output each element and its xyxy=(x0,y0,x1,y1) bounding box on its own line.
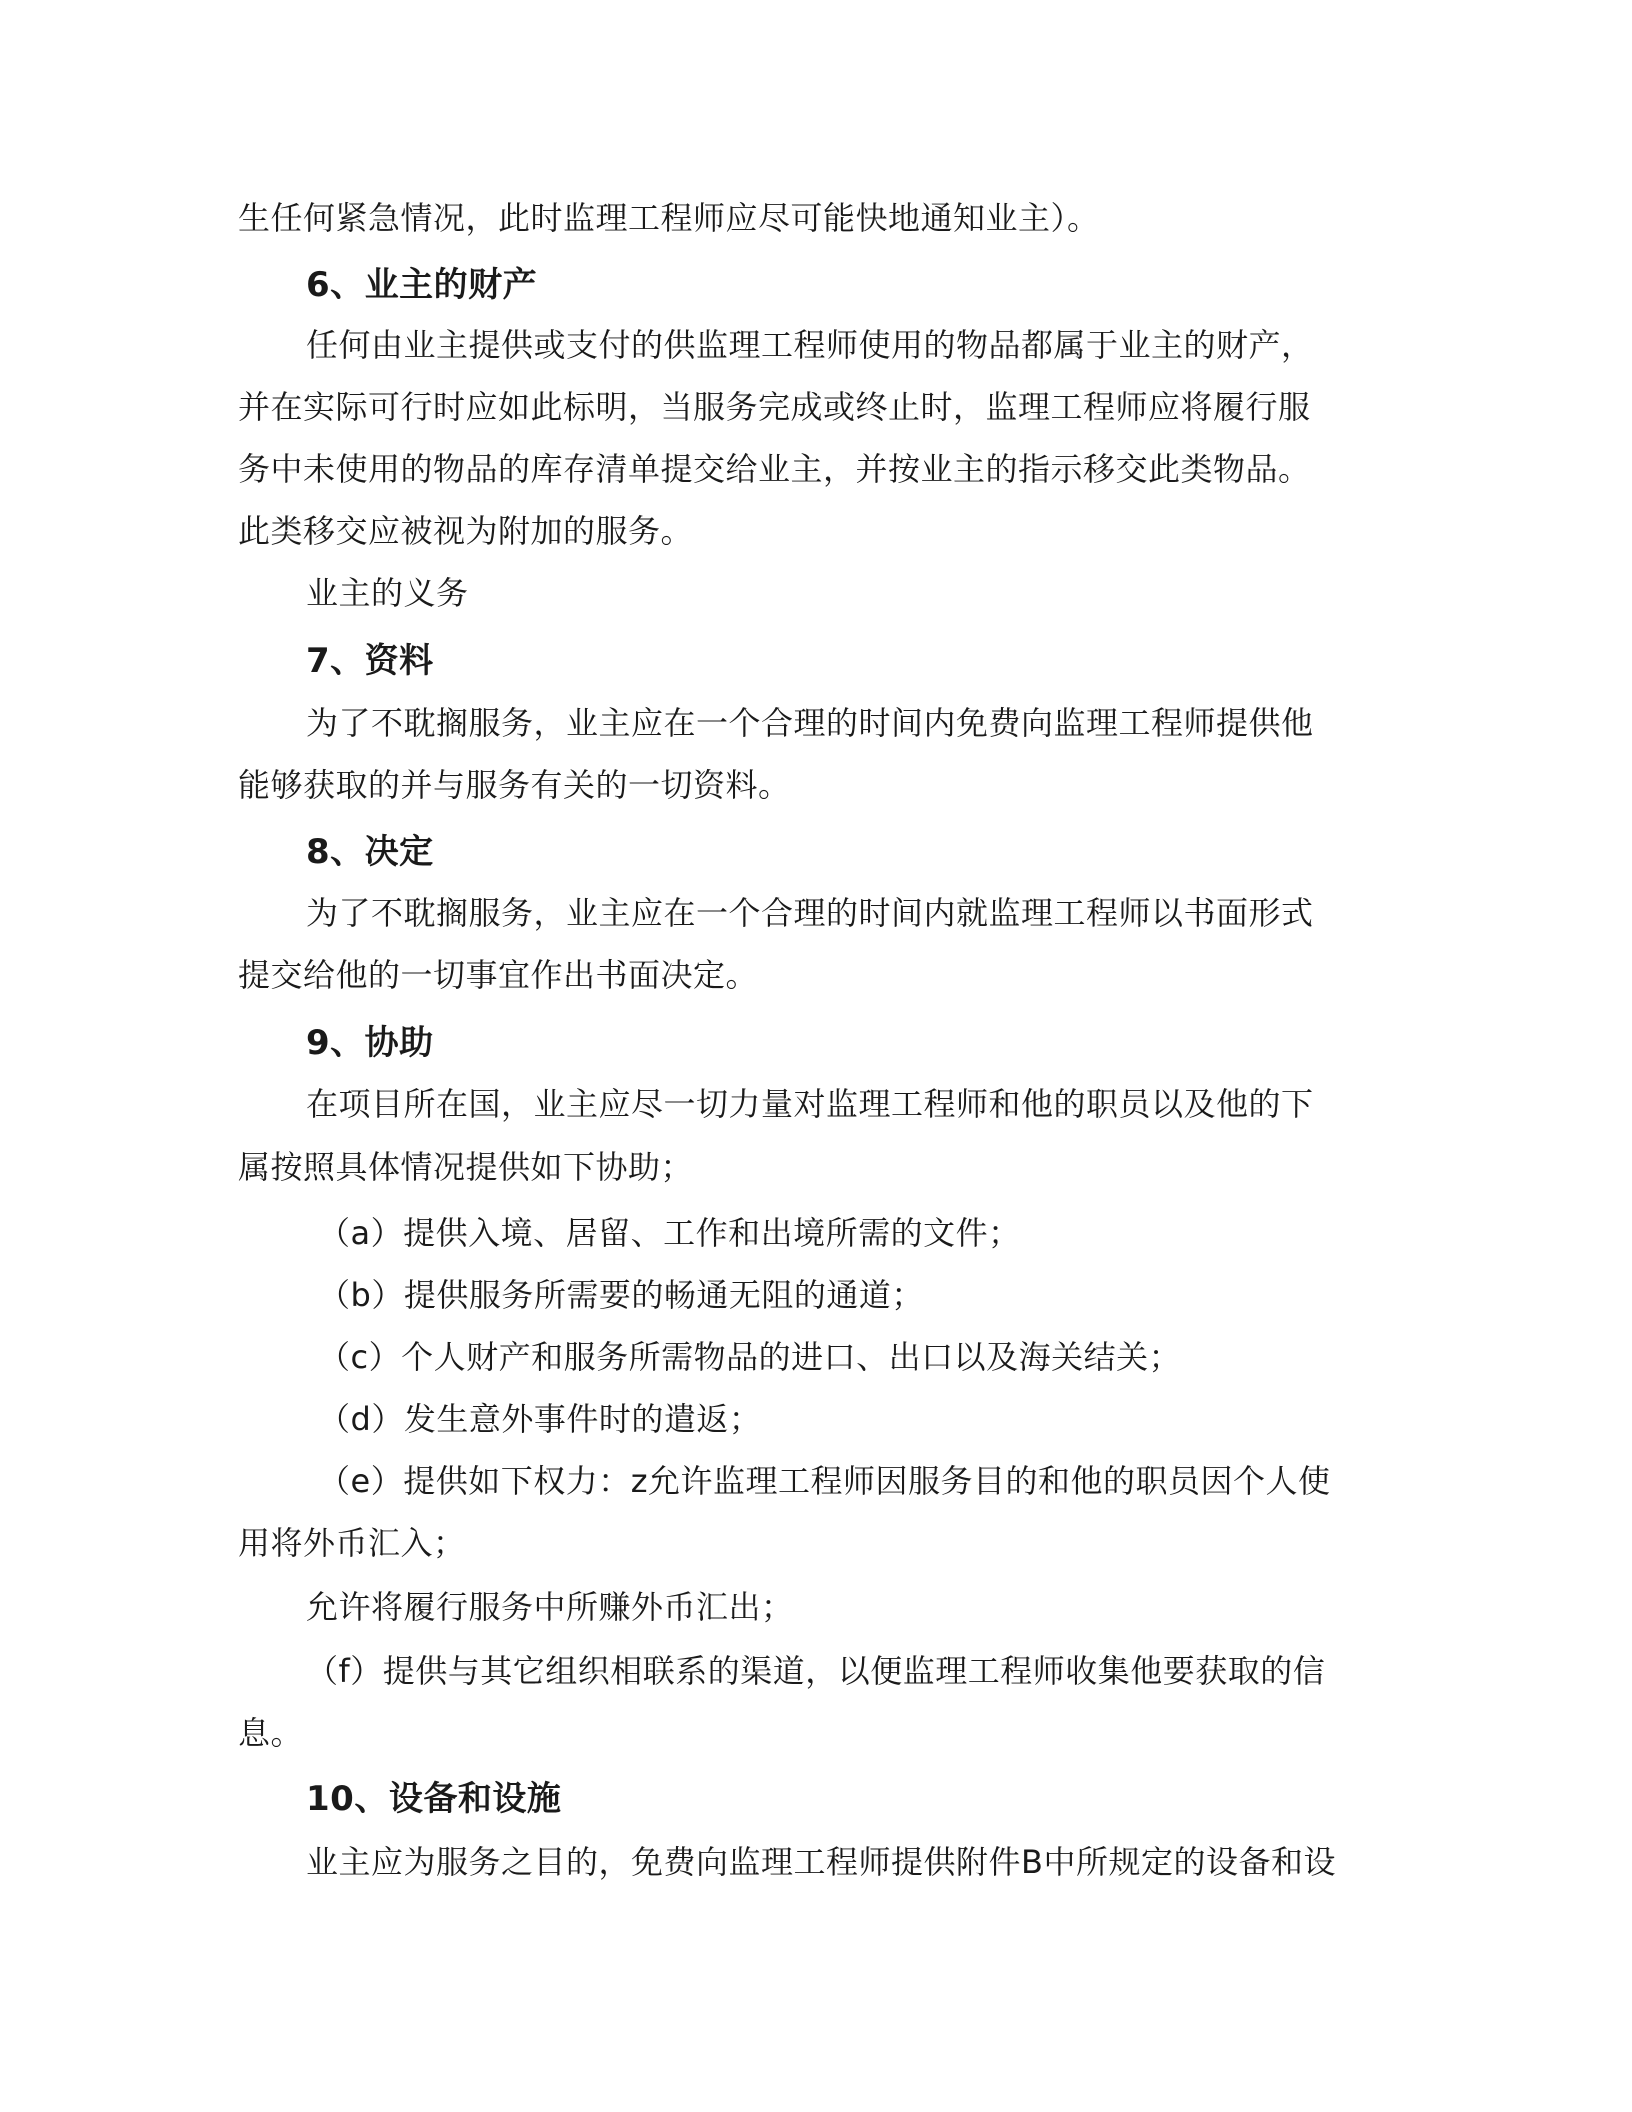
section-8-line: 提交给他的一切事宜作出书面决定。 xyxy=(238,956,759,994)
section-7-line: 能够获取的并与服务有关的一切资料。 xyxy=(238,766,791,804)
continuation-line: 生任何紧急情况，此时监理工程师应尽可能快地通知业主）。 xyxy=(238,199,1100,237)
section-6-line: 任何由业主提供或支付的供监理工程师使用的物品都属于业主的财产， xyxy=(306,326,1314,364)
section-9-item-f-cont: 息。 xyxy=(238,1714,304,1752)
section-9-item-e-cont: 用将外币汇入； xyxy=(238,1524,466,1562)
section-6-line: 此类移交应被视为附加的服务。 xyxy=(238,512,694,550)
section-9-item-c: （c）个人财产和服务所需物品的进口、出口以及海关结关； xyxy=(318,1338,1182,1376)
section-9-item-e-sub: 允许将履行服务中所赚外币汇出； xyxy=(306,1588,794,1626)
section-9-item-b: （b）提供服务所需要的畅通无阻的通道； xyxy=(318,1276,924,1314)
section-9-line: 在项目所在国，业主应尽一切力量对监理工程师和他的职员以及他的下 xyxy=(306,1085,1314,1123)
section-9-item-d: （d）发生意外事件时的遣返； xyxy=(318,1400,762,1438)
section-9-heading: 9、协助 xyxy=(306,1023,434,1063)
section-10-heading: 10、设备和设施 xyxy=(306,1779,562,1819)
section-9-item-a: （a）提供入境、居留、工作和出境所需的文件； xyxy=(318,1214,1021,1252)
section-7-line: 为了不耽搁服务，业主应在一个合理的时间内免费向监理工程师提供他 xyxy=(306,704,1314,742)
section-8-heading: 8、决定 xyxy=(306,832,434,872)
section-6-line: 务中未使用的物品的库存清单提交给业主，并按业主的指示移交此类物品。 xyxy=(238,450,1311,488)
section-9-item-e: （e）提供如下权力：z允许监理工程师因服务目的和他的职员因个人使 xyxy=(318,1462,1331,1500)
section-10-line: 业主应为服务之目的，免费向监理工程师提供附件B中所规定的设备和设 xyxy=(306,1843,1336,1881)
section-7-heading: 7、资料 xyxy=(306,641,434,681)
owner-obligations-title: 业主的义务 xyxy=(306,574,469,612)
section-6-heading: 6、业主的财产 xyxy=(306,265,538,305)
section-9-line: 属按照具体情况提供如下协助； xyxy=(238,1148,694,1186)
section-8-line: 为了不耽搁服务，业主应在一个合理的时间内就监理工程师以书面形式 xyxy=(306,894,1314,932)
section-6-line: 并在实际可行时应如此标明，当服务完成或终止时，监理工程师应将履行服 xyxy=(238,388,1311,426)
section-9-item-f: （f）提供与其它组织相联系的渠道，以便监理工程师收集他要获取的信 xyxy=(306,1652,1326,1690)
